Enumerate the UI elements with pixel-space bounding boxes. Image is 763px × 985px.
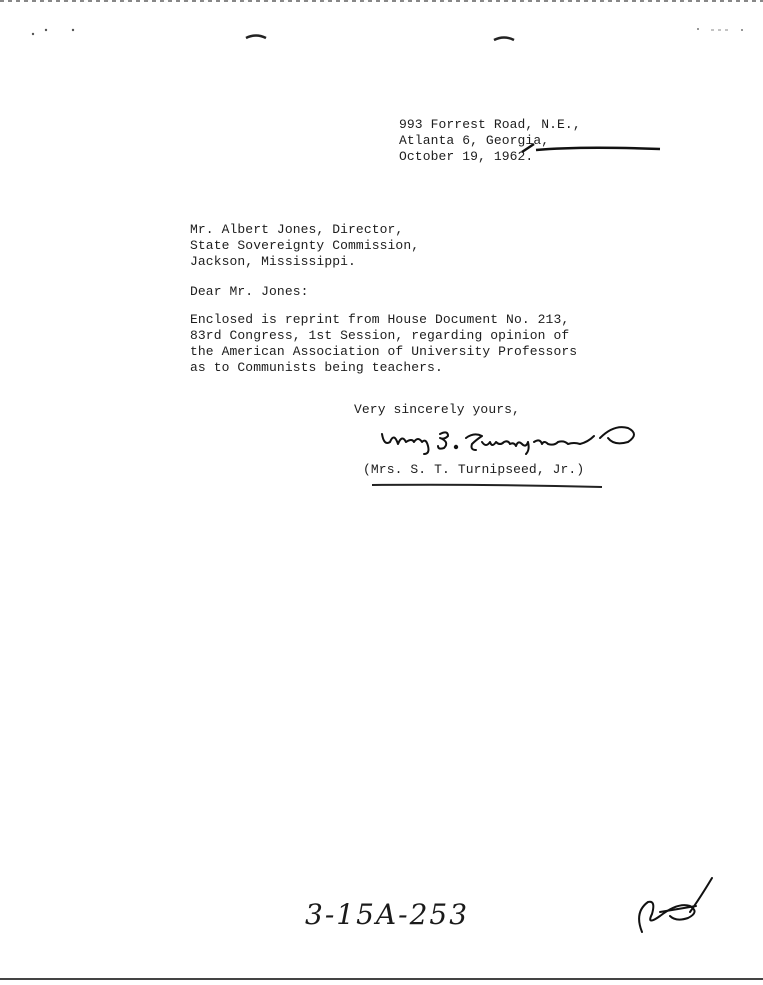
return-address-line1: 993 Forrest Road, N.E., (399, 117, 581, 132)
body-line: the American Association of University Professors (190, 344, 578, 359)
typed-name: (Mrs. S. T. Turnipseed, Jr.) (363, 462, 585, 477)
body-line: as to Communists being teachers. (190, 360, 443, 375)
typed-name-underline (370, 480, 606, 492)
scan-marks (0, 0, 763, 60)
letter-date: October 19, 1962. (399, 149, 534, 164)
body-line: Enclosed is reprint from House Document No. 213, (190, 312, 570, 327)
recipient-line1: Mr. Albert Jones, Director, (190, 222, 404, 237)
handwritten-initials (630, 872, 720, 942)
recipient-line3: Jackson, Mississippi. (190, 254, 356, 269)
salutation: Dear Mr. Jones: (190, 284, 309, 299)
scan-bottom-border (0, 978, 763, 980)
recipient-line2: State Sovereignty Commission, (190, 238, 420, 253)
pen-underline-mark (520, 140, 665, 160)
handwritten-signature (378, 420, 648, 460)
closing: Very sincerely yours, (354, 402, 520, 417)
body-line: 83rd Congress, 1st Session, regarding opinion of (190, 328, 570, 343)
file-number: 3-15A-253 (305, 898, 470, 931)
return-address-line2: Atlanta 6, Georgia, (399, 133, 550, 148)
